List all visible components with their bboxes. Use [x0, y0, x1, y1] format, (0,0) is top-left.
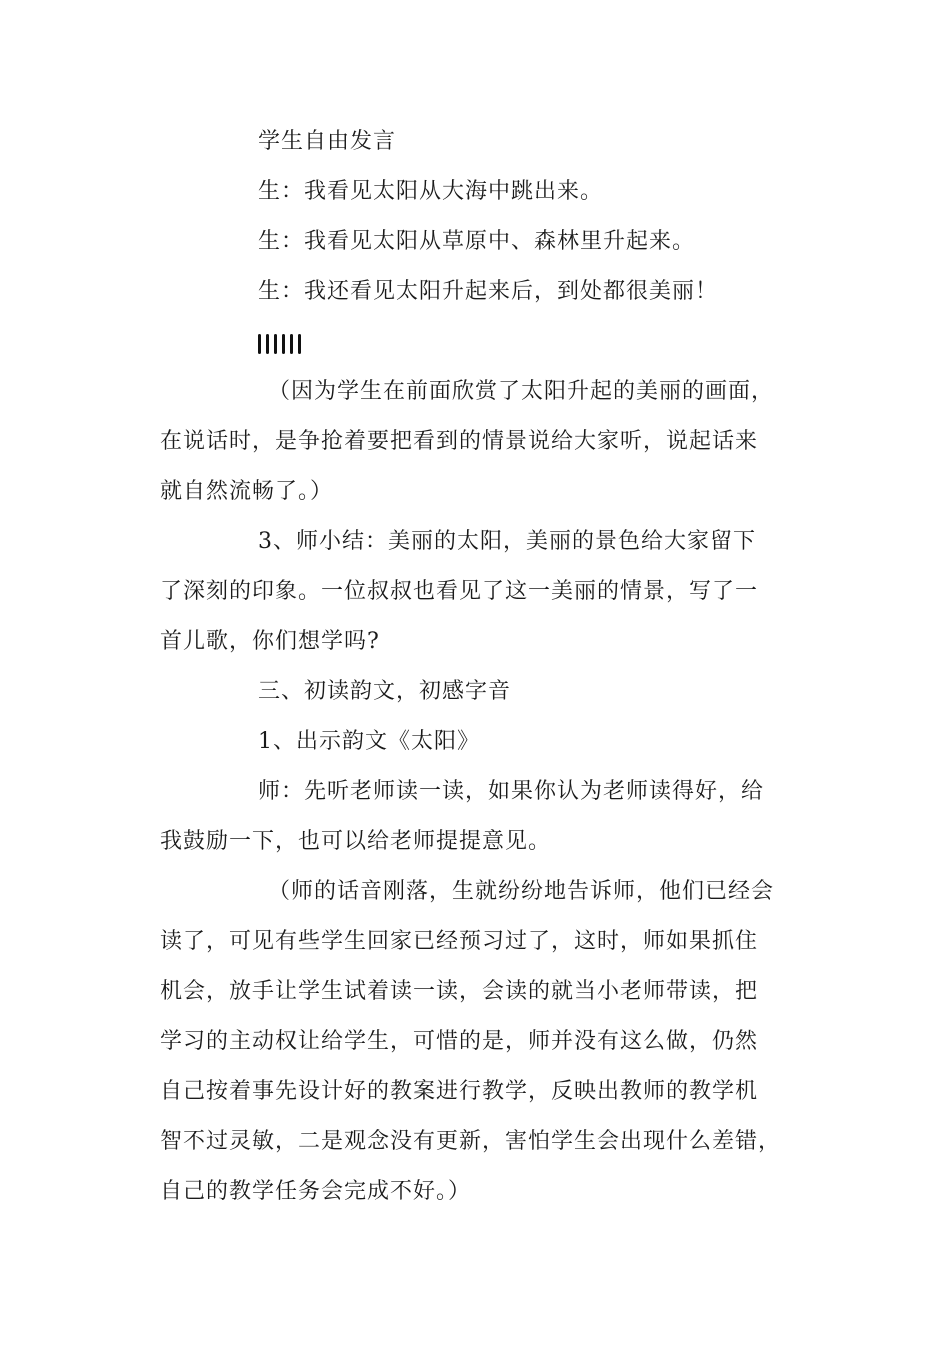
text-line-reflection-5: 自己按着事先设计好的教案进行教学，反映出教师的教学机 — [160, 1079, 759, 1104]
text-line-comment-1: （因为学生在前面欣赏了太阳升起的美丽的画面， — [268, 379, 775, 404]
text-line-reflection-7: 自己的教学任务会完成不好。） — [160, 1179, 472, 1204]
ellipsis-marks — [258, 332, 301, 356]
text-line-reflection-3: 机会，放手让学生试着读一读，会读的就当小老师带读，把 — [160, 979, 759, 1004]
text-line-reflection-1: （师的话音刚落，生就纷纷地告诉师，他们已经会 — [268, 879, 775, 904]
text-line-student-answer-3: 生：我还看见太阳升起来后，到处都很美丽！ — [258, 279, 719, 304]
text-line-teacher-2: 我鼓励一下，也可以给老师提提意见。 — [160, 829, 552, 854]
text-line-summary-2: 了深刻的印象。一位叔叔也看见了这一美丽的情景，写了一 — [160, 579, 759, 604]
section-heading: 三、初读韵文，初感字音 — [258, 679, 512, 704]
text-line-reflection-2: 读了，可见有些学生回家已经预习过了，这时，师如果抓住 — [160, 929, 759, 954]
ellipsis-mark — [290, 334, 293, 354]
text-line-reflection-6: 智不过灵敏，二是观念没有更新，害怕学生会出现什么差错， — [160, 1129, 782, 1154]
text-line-show-poem: 1、出示韵文《太阳》 — [258, 729, 480, 754]
text-line-comment-2: 在说话时，是争抢着要把看到的情景说给大家听，说起话来 — [160, 429, 759, 454]
text-line-student-answer-2: 生：我看见太阳从草原中、森林里升起来。 — [258, 229, 696, 254]
text-line-student-speech: 学生自由发言 — [258, 129, 397, 154]
text-line-teacher-1: 师：先听老师读一读，如果你认为老师读得好，给 — [258, 779, 765, 804]
text-line-summary-1: 3、师小结：美丽的太阳，美丽的景色给大家留下 — [258, 529, 756, 554]
ellipsis-mark — [266, 334, 269, 354]
ellipsis-mark — [274, 334, 277, 354]
ellipsis-mark — [298, 334, 301, 354]
text-line-reflection-4: 学习的主动权让给学生，可惜的是，师并没有这么做，仍然 — [160, 1029, 759, 1054]
text-line-summary-3: 首儿歌，你们想学吗? — [160, 629, 380, 654]
ellipsis-mark — [258, 334, 261, 354]
text-line-comment-3: 就自然流畅了。） — [160, 479, 334, 504]
ellipsis-mark — [282, 334, 285, 354]
text-line-student-answer-1: 生：我看见太阳从大海中跳出来。 — [258, 179, 604, 204]
